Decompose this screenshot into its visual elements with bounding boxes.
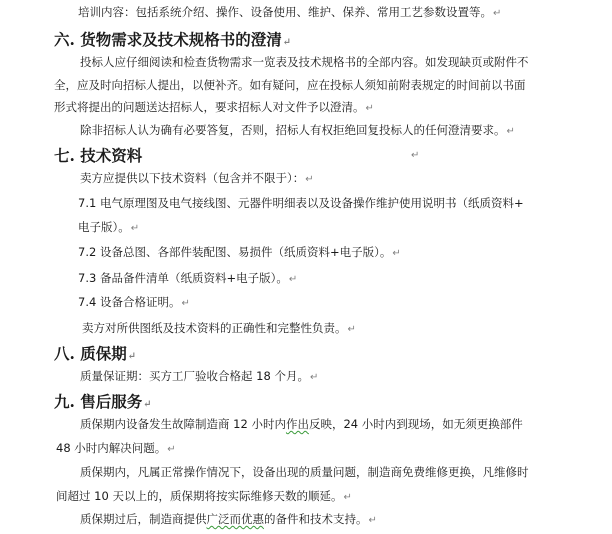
spellcheck-underline: 作出: [285, 417, 309, 431]
paragraph-mark-icon: ↵: [392, 248, 401, 259]
s9-para3: 质保期过后，制造商提供广泛而优惠的备件和技术支持。↵: [80, 512, 377, 526]
paragraph-mark-icon: ↵: [130, 223, 140, 234]
s9-para1-line1: 质保期内设备发生故障制造商 12 小时内作出反映，24 小时内到现场，如无须更换部件: [80, 417, 523, 431]
paragraph-mark-icon: ↵: [127, 351, 137, 362]
paragraph-mark-icon: ↵: [506, 126, 515, 137]
paragraph-mark-icon: ↵: [365, 103, 374, 114]
s9-para2-line1: 质保期内，凡属正常操作情况下，设备出现的质量问题，制造商免费维修更换，凡维修时: [80, 465, 529, 479]
paragraph-mark-icon: ↵: [143, 399, 152, 410]
s9-para2-line2: 间超过 10 天以上的，质保期将按实际维修天数的顺延。↵: [56, 489, 352, 503]
section-9-heading: 九. 售后服务↵: [54, 392, 152, 411]
section-6-heading: 六. 货物需求及技术规格书的澄清↵: [54, 30, 292, 49]
paragraph-mark-icon: ↵: [305, 174, 314, 185]
s9-para1-line2: 48 小时内解决问题。↵: [56, 441, 176, 455]
paragraph-mark-icon: ↵: [368, 515, 377, 526]
s6-para1-line3: 形式将提出的问题送达招标人，要求招标人对文件予以澄清。↵: [54, 100, 374, 114]
s6-para1-line2: 全，应及时向招标人提出，以便补齐。如有疑问，应在投标人须知前附表规定的时间前以书面: [54, 78, 526, 92]
paragraph-mark-icon: ↵: [167, 444, 176, 455]
paragraph-mark-icon: ↵: [493, 8, 502, 19]
training-line: 培训内容：包括系统介绍、操作、设备使用、维护、保养、常用工艺参数设置等。↵: [78, 5, 502, 19]
s7-item2: 7.2 设备总图、各部件装配图、易损件（纸质资料+电子版）。↵: [78, 245, 401, 259]
paragraph-mark-icon: ↵: [309, 372, 319, 383]
spellcheck-underline: 广泛而优惠: [206, 512, 264, 526]
s7-item1-line2: 电子版）。↵: [78, 220, 140, 234]
s6-para2: 除非招标人认为确有必要答复，否则，招标人有权拒绝回复投标人的任何澄清要求。↵: [80, 123, 515, 137]
s7-item4: 7.4 设备合格证明。↵: [78, 295, 190, 309]
s7-responsibility: 卖方对所供图纸及技术资料的正确性和完整性负责。↵: [82, 321, 356, 335]
s7-intro: 卖方应提供以下技术资料（包含并不限于）：↵: [80, 171, 314, 185]
paragraph-mark-icon: ↵: [347, 324, 356, 335]
s7-item1-line1: 7.1 电气原理图及电气接线图、元器件明细表以及设备操作维护使用说明书（纸质资料+: [78, 196, 524, 210]
paragraph-mark-icon: ↵: [181, 298, 190, 309]
paragraph-mark-icon: ↵: [282, 37, 292, 48]
paragraph-mark-icon: ↵: [343, 492, 352, 503]
section-8-heading: 八. 质保期↵: [54, 344, 137, 363]
s7-item3: 7.3 备品备件清单（纸质资料+电子版）。↵: [78, 271, 298, 285]
s6-para1-line1: 投标人应仔细阅读和检查货物需求一览表及技术规格书的全部内容。如发现缺页或附件不: [80, 55, 529, 69]
s8-warranty-line: 质量保证期：买方工厂验收合格起 18 个月。↵: [80, 369, 319, 383]
paragraph-mark-icon: ↵: [411, 150, 420, 161]
section-7-heading: 七. 技术资料: [54, 146, 143, 165]
paragraph-mark-icon: ↵: [288, 274, 298, 285]
